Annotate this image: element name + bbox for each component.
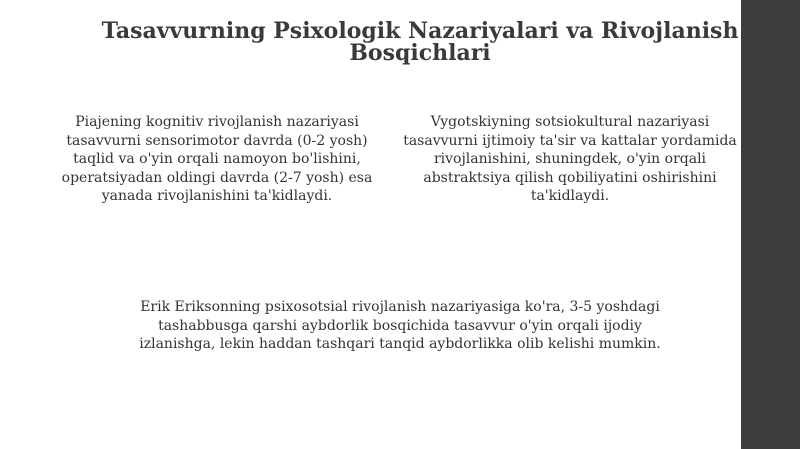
slide-title: Tasavvurning Psixologik Nazariyalari va Rivojlanish Bosqichlari	[101, 18, 739, 66]
side-panel	[741, 0, 800, 449]
vygotsky-paragraph: Vygotskiyning sotsiokultural nazariyasi tasavvurni ijtimoiy ta'sir va kattalar yordamida rivojlanishini, shuningdek, o'yin orqali abstraktsiya qilish qobiliyatini oshirishini ta'kidlaydi.	[403, 114, 737, 204]
piaget-paragraph: Piajening kognitiv rivojlanish nazariyasi tasavvurni sensorimotor davrda (0-2 yosh) taqlid va o'yin orqali namoyon bo'lishini, operatsiyadan oldingi davrda (2-7 yosh) esa yanada rivojlanishini ta'kidlaydi.	[61, 114, 373, 204]
erikson-paragraph: Erik Eriksonning psixosotsial rivojlanish nazariyasiga ko'ra, 3-5 yoshdagi tashabbusga qarshi aybdorlik bosqichida tasavvur o'yin orqali ijodiy izlanishga, lekin haddan tashqari tanqid aybdorlikka olib kelishi mumkin.	[139, 299, 661, 352]
